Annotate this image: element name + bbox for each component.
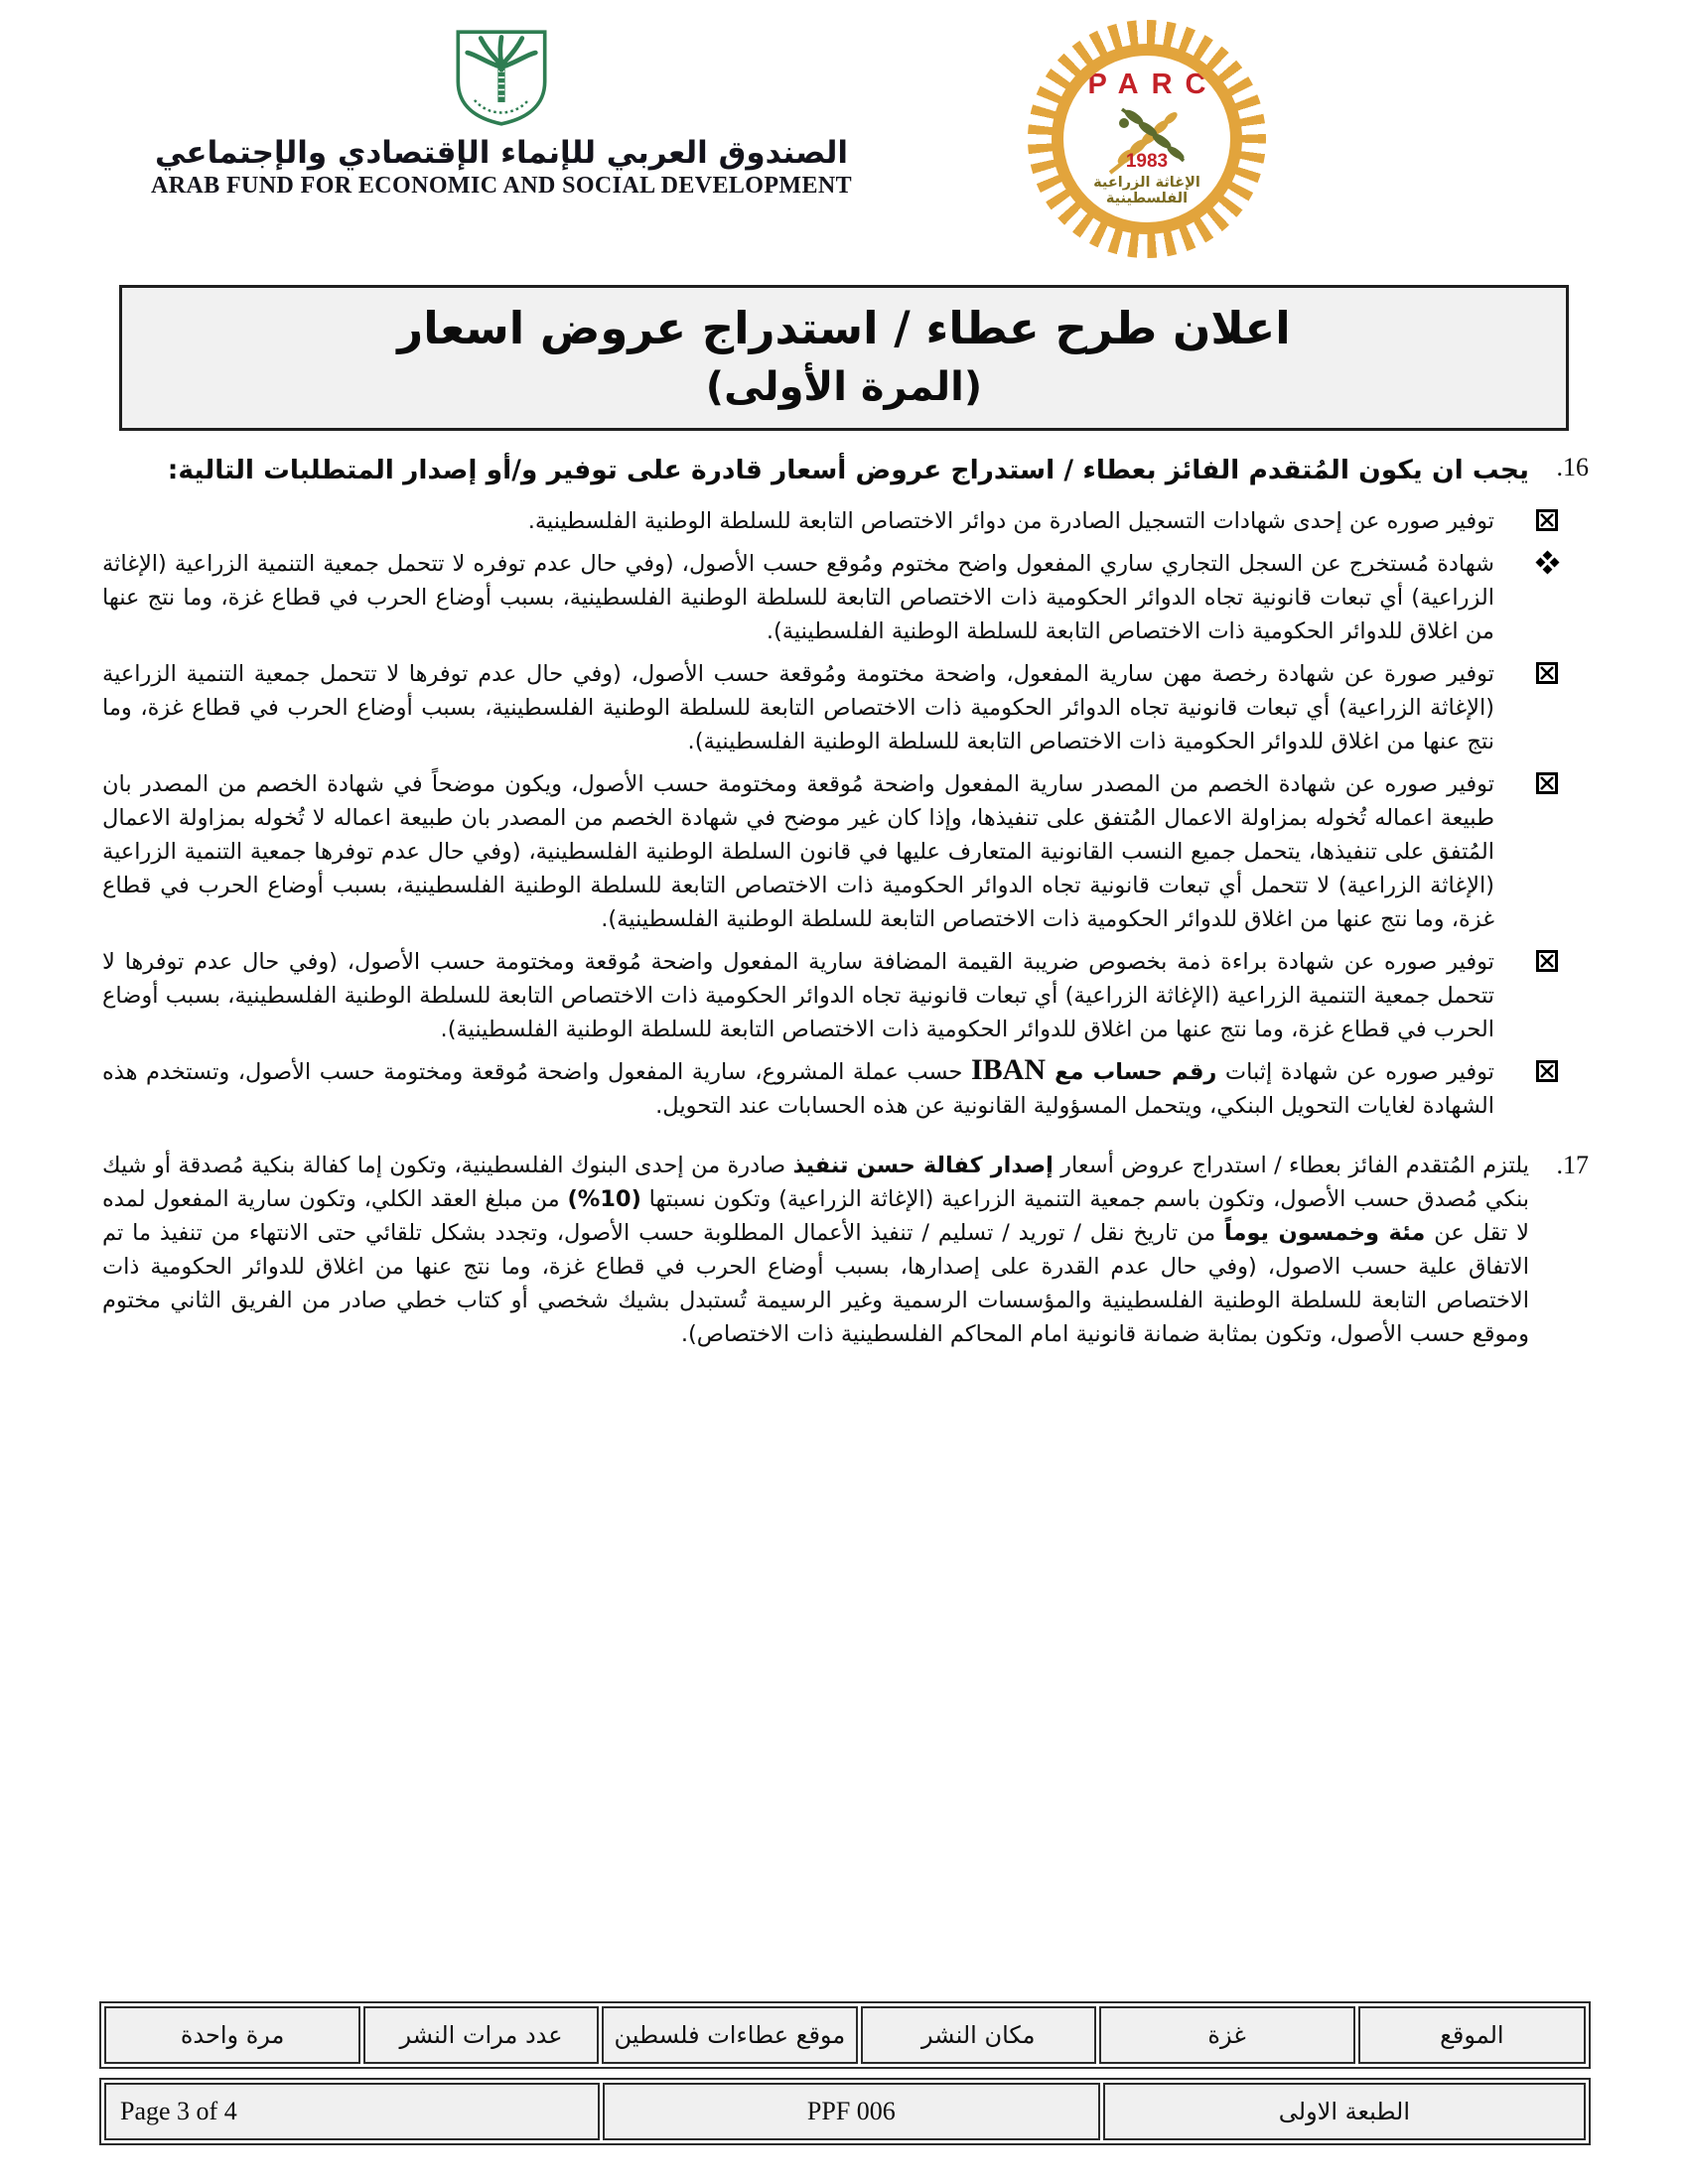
afesd-palm-shield-icon <box>450 28 553 127</box>
publish-count-value-cell: مرة واحدة <box>104 2006 360 2064</box>
parc-year: 1983 <box>1125 151 1169 172</box>
parc-logo <box>1028 20 1266 258</box>
page-header <box>0 0 1688 276</box>
publish-count-label-cell: عدد مرات النشر <box>363 2006 599 2064</box>
publish-place-value-cell: موقع عطاءات فلسطين <box>602 2006 858 2064</box>
box-x-icon <box>1536 662 1558 684</box>
list-item <box>102 767 1494 936</box>
list-item-text: توفير صوره عن إحدى شهادات التسجيل الصادرة من دوائر الاختصاص التابعة للسلطة الوطنية الفلسطينية. <box>527 508 1494 534</box>
location-label-cell: الموقع <box>1358 2006 1586 2064</box>
page-number-cell: Page 3 of 4 <box>104 2083 600 2140</box>
paragraph-text: يلتزم المُتقدم الفائز بعطاء / استدراج عروض أسعار <box>1053 1153 1529 1178</box>
list-item-text: توفير صورة عن شهادة رخصة مهن سارية المفعول، واضحة مختومة ومُوقعة حسب الأصول، (وفي حال عدم توفرها لا تتحمل جمعية التنمية الزراعية (الإغاثة الزراعية) أي تبعات قانونية تجاه الدوائر الحكومية ذات الاختصاص التابعة للسلطة الوطنية الفلسطينية، بسبب أوضاع الحرب في قطاع غزة، وما نتج عنها من اغلاق للدوائر الحكومية ذات الاختصاص التابعة للسلطة الوطنية الفلسطينية). <box>102 661 1494 754</box>
bold-phrase: رقم حساب مع <box>1045 1059 1217 1085</box>
document-meta-table <box>99 2078 1591 2145</box>
tender-title-line1: اعلان طرح عطاء / استدراج عروض اسعار <box>397 302 1291 354</box>
document-code-cell: PPF 006 <box>603 2083 1100 2140</box>
box-x-icon <box>1536 509 1558 531</box>
list-item-text: حسب عملة المشروع، سارية المفعول واضحة مُوقعة ومختومة حسب الأصول، وتستخدم هذه الشهادة لغايات التحويل البنكي، ويتحمل المسؤولية القانونية عن هذه الحسابات عند التحويل. <box>102 1059 1494 1119</box>
list-item-text: توفير صوره عن شهادة إثبات <box>1216 1059 1494 1085</box>
item-17 <box>102 1149 1589 1351</box>
list-item-text: توفير صوره عن شهادة الخصم من المصدر سارية المفعول واضحة مُوقعة ومختومة حسب الأصول، ويكون موضحاً في شهادة الخصم من المصدر بان طبيعة اعماله تُخوله بمزاولة الاعمال المُتفق على تنفيذها، وإذا كان غير موضح في شهادة الخصم من المصدر بان طبيعة اعماله لا تُخوله بمزاولة الاعمال المُتفق على تنفيذها، يتحمل جميع النسب القانونية المتعارف عليها في قانون السلطة الوطنية الفلسطينية، (وفي حال عدم توفرها جمعية التنمية الزراعية (الإغاثة الزراعية) لا تتحمل أي تبعات قانونية تجاه الدوائر الحكومية ذات الاختصاص التابعة للسلطة الوطنية الفلسطينية، بسبب أوضاع الحرب في قطاع غزة، وما نتج عنها من اغلاق للدوائر الحكومية ذات الاختصاص التابعة للسلطة الوطنية الفلسطينية). <box>102 771 1494 932</box>
item-17-paragraph <box>102 1149 1529 1351</box>
list-item <box>102 1055 1494 1123</box>
item-17-number: 17. <box>1556 1151 1589 1179</box>
box-x-icon <box>1536 772 1558 794</box>
tender-title-box <box>119 285 1569 431</box>
afesd-name-english: ARAB FUND FOR ECONOMIC AND SOCIAL DEVELOPMENT <box>150 173 853 199</box>
publish-place-label-cell: مكان النشر <box>861 2006 1096 2064</box>
parc-name-arabic: الإغاثة الزراعية الفلسطينية <box>1093 175 1200 206</box>
document-body <box>102 451 1589 1351</box>
four-diamond-icon <box>1535 550 1559 574</box>
item-16-heading: يجب ان يكون المُتقدم الفائز بعطاء / استدراج عروض أسعار قادرة على توفير و/أو إصدار المتطلبات التالية: <box>167 455 1529 485</box>
box-x-icon <box>1536 1060 1558 1082</box>
edition-cell: الطبعة الاولى <box>1103 2083 1586 2140</box>
afesd-name-arabic: الصندوق العربي للإنماء الإقتصادي والإجتماعي <box>155 135 848 171</box>
item-16-number: 16. <box>1556 453 1589 481</box>
list-item-text: توفير صوره عن شهادة براءة ذمة بخصوص ضريبة القيمة المضافة سارية المفعول واضحة مُوقعة ومختومة حسب الأصول، (وفي حال عدم توفرها لا تتحمل جمعية التنمية الزراعية (الإغاثة الزراعية) أي تبعات قانونية تجاه الدوائر الحكومية ذات الاختصاص التابعة للسلطة الوطنية الفلسطينية، بسبب أوضاع الحرب في قطاع غزة، وما نتج عنها من اغلاق للدوائر الحكومية ذات الاختصاص التابعة للسلطة الوطنية الفلسطينية). <box>102 949 1494 1042</box>
item-16 <box>102 451 1589 490</box>
box-x-icon <box>1536 950 1558 972</box>
parc-logo-center <box>1063 56 1230 222</box>
bold-phrase: إصدار كفالة حسن تنفيذ <box>792 1153 1054 1178</box>
afesd-logo-block <box>104 28 899 200</box>
footer <box>99 2001 1591 2145</box>
iban-label: IBAN <box>970 1053 1046 1086</box>
list-item <box>102 945 1494 1046</box>
paragraph-text: من تاريخ نقل / توريد / تسليم / تنفيذ الأعمال المطلوبة حسب الأصول، وتجدد بشكل تلقائي حتى الانتهاء من تنفيذ ما تم الاتفاق علية حسب الاصول، (وفي حال عدم القدرة على إصدارها، بسبب أوضاع الحرب في قطاع غزة، وما نتج عنها من اغلاق للدوائر الحكومية ذات الاختصاص التابعة للسلطة الوطنية الفلسطينية والمؤسسات الرسمية وغير الرسيمة تُستبدل بشيك شخصي أو كتاب خطي صادر من الفريق الثاني مختوم وموقع حسب الأصول، وتكون بمثابة ضمانة قانونية امام المحاكم الفلسطينية ذات الاختصاص). <box>102 1220 1529 1347</box>
paragraph-text: صادرة من إحدى البنوك الفلسطينية، وتكون إما كفالة بنكية مُصدقة أو شيك بنكي مُصدق حسب الأصول، وتكون باسم جمعية التنمية الزراعية (الإغاثة الزراعية) وتكون نسبتها <box>102 1153 1529 1212</box>
location-value-cell: غزة <box>1099 2006 1355 2064</box>
list-item <box>102 504 1494 538</box>
requirements-list <box>102 504 1589 1123</box>
publication-info-table <box>99 2001 1591 2069</box>
list-item <box>102 547 1494 648</box>
list-item <box>102 657 1494 758</box>
parc-acronym: PARC <box>1087 68 1219 100</box>
bold-duration: مئة وخمسون يوماً <box>1224 1220 1426 1246</box>
paragraph-text: من مبلغ العقد الكلي، وتكون سارية المفعول لمده لا تقل عن <box>102 1186 1529 1246</box>
bold-percentage: (10%) <box>567 1186 641 1212</box>
list-item-text: شهادة مُستخرج عن السجل التجاري ساري المفعول واضح مختوم ومُوقع حسب الأصول، (وفي حال عدم توفره لا تتحمل جمعية التنمية الزراعية (الإغاثة الزراعية) أي تبعات قانونية تجاه الدوائر الحكومية ذات الاختصاص التابعة للسلطة الوطنية الفلسطينية، بسبب أوضاع الحرب في قطاع غزة، وما نتج عنها من اغلاق للدوائر الحكومية ذات الاختصاص التابعة للسلطة الوطنية الفلسطينية). <box>102 551 1494 644</box>
tender-title-line2: (المرة الأولى) <box>705 364 983 410</box>
